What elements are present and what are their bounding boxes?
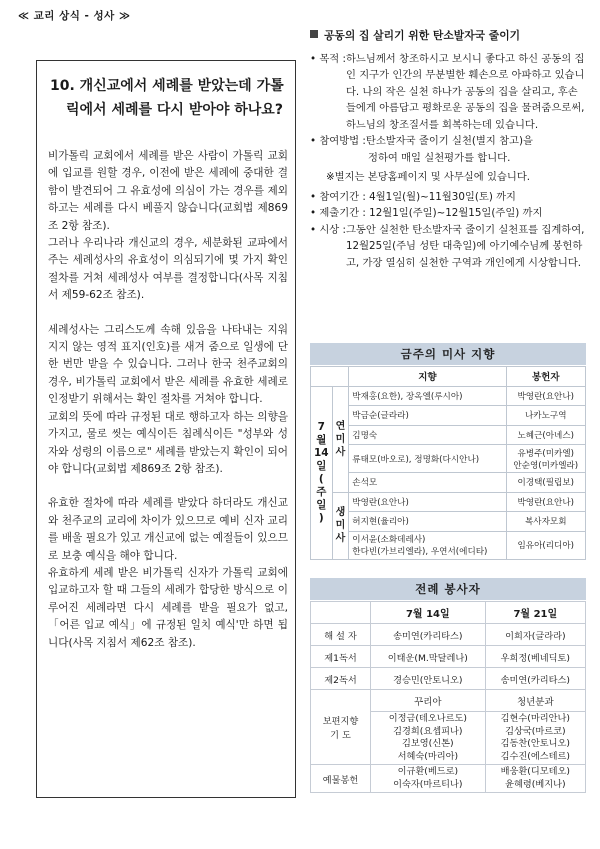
role-label: 제2독서 bbox=[311, 668, 371, 690]
offerer-cell: 유병주(미카엘) 안순영(미카엘라) bbox=[506, 445, 585, 473]
mass-date-char: ( bbox=[318, 472, 324, 485]
offerer-cell: 복사자모회 bbox=[506, 512, 585, 532]
service-cell: 이정금(테오나르도) 김경희(요셉피나) 김보영(신톤) 서혜숙(마리아) bbox=[371, 712, 486, 765]
offerer-cell: 이경택(필립보) bbox=[506, 473, 585, 493]
mass-type-char: 생 bbox=[335, 507, 346, 518]
qa-paragraph: 교회의 뜻에 따라 규정된 대로 행하고자 하는 의향을 가지고, 물로 씻는 예식이든 침례식이든 "성부와 성자와 성령의 이름으로" 세례를 받았는지 확인이 되어야 합니다(교회법 제869조 2항 참조). bbox=[48, 410, 288, 475]
group-label: 청년분과 bbox=[485, 690, 585, 712]
mass-type-living bbox=[332, 492, 349, 559]
qa-title-line1: 10. 개신교에서 세례를 받았는데 가톨 bbox=[50, 78, 284, 94]
table-row bbox=[311, 668, 586, 690]
offerer-cell: 나카노구역 bbox=[506, 406, 585, 426]
liturgy-service-title: 전례 봉사자 bbox=[310, 578, 586, 600]
mass-type-char: 사 bbox=[335, 446, 346, 458]
table-row bbox=[311, 646, 586, 668]
table-row bbox=[311, 531, 586, 559]
table-row bbox=[311, 425, 586, 445]
offerer-cell: 임유아(리디아) bbox=[506, 531, 585, 559]
role-label: 해 설 자 bbox=[311, 624, 371, 646]
qa-title bbox=[50, 74, 286, 122]
mass-date-char: ) bbox=[318, 511, 324, 524]
table-row bbox=[311, 473, 586, 493]
table-header-row bbox=[311, 367, 586, 387]
liturgy-service-table bbox=[310, 601, 586, 793]
table-row bbox=[311, 386, 586, 406]
intent-cell: 이서윤(소화데레사) 한다빈(가브리엘라), 우연서(에디타) bbox=[349, 531, 506, 559]
intent-cell: 류태모(바오로), 정명화(다시안나) bbox=[349, 445, 506, 473]
intent-cell: 손석모 bbox=[349, 473, 506, 493]
service-cell: 우희정(베네딕토) bbox=[485, 646, 585, 668]
campaign-method-line2: 정하여 매일 실천평가를 합니다. bbox=[368, 151, 511, 164]
paragraph-gap bbox=[48, 305, 288, 322]
table-row bbox=[311, 492, 586, 512]
group-label: 꾸리아 bbox=[371, 690, 486, 712]
service-cell: 송미연(카리타스) bbox=[371, 624, 486, 646]
campaign-method: • 참여방법 : 탄소발자국 줄이기 실천(별지 참고)을 bbox=[310, 135, 533, 147]
intent-cell: 박영란(요안나) bbox=[349, 492, 506, 512]
col-offerer: 봉헌자 bbox=[506, 367, 585, 387]
qa-paragraph: 세례성사는 그리스도께 속해 있음을 나타내는 지워지지 않는 영적 표지(인호)를 새겨 줌으로 일생에 단 한 번만 받을 수 있습니다. 그러나 한국 천주교회의 경우, 비가톨릭 교회에서 받은 세례를 유효한 세례로 인정받기 위해서는 확인 절차를 거쳐야 합니다. bbox=[48, 323, 288, 406]
offerer-cell: 박영란(요안나) bbox=[506, 492, 585, 512]
campaign-note: ※별지는 본당홈페이지 및 사무실에 있습니다. bbox=[326, 171, 531, 183]
mass-date-char: 일 bbox=[316, 498, 327, 511]
intent-cell: 허지현(율리아) bbox=[349, 512, 506, 532]
service-cell: 이희자(글라라) bbox=[485, 624, 585, 646]
campaign-submit: • 제출기간 : 12월1일(주일)~12월15일(주일) 까지 bbox=[310, 207, 543, 219]
service-cell: 이규환(베드로) 이숙자(마르티나) bbox=[371, 765, 486, 793]
table-header-row bbox=[311, 602, 586, 624]
campaign-award: • 시상 : 그동안 실천한 탄소발자국 줄이기 실천표를 집계하여, 12월25일(주님 성탄 대축일)에 아기예수님께 봉헌하고, 가장 열심히 실천한 구역과 개인에게 시상합니다. bbox=[310, 223, 585, 269]
table-row bbox=[311, 765, 586, 793]
service-cell: 김현수(마리안나) 김상국(마르코) 김동찬(안토니오) 김수진(에스테르) bbox=[485, 712, 585, 765]
intent-cell: 김명숙 bbox=[349, 425, 506, 445]
mass-intention-table bbox=[310, 366, 586, 560]
service-cell: 송미연(카리타스) bbox=[485, 668, 585, 690]
service-cell: 배웅환(디모테오) 윤혜령(베지나) bbox=[485, 765, 585, 793]
mass-date-char: 일 bbox=[316, 459, 327, 472]
intent-cell: 박재홍(요한), 장옥엘(루시아) bbox=[349, 386, 506, 406]
campaign-section bbox=[310, 28, 585, 271]
campaign-purpose: • 목적 : 하느님께서 창조하시고 보시니 좋다고 하신 공동의 집인 지구가 인간의 무분별한 훼손으로 아파하고 있습니다. 나의 작은 실천 하나가 공동의 집을 살리고, 후손들에게 아름답고 평화로운 공동의 집을 물려줌으로써, 하느님의 창조질서를 회복하는데 있습니다. bbox=[310, 52, 585, 131]
col-date2: 7월 21일 bbox=[485, 602, 585, 624]
mass-type-dead bbox=[332, 386, 349, 492]
mass-type-char: 미 bbox=[335, 520, 346, 531]
header-empty bbox=[311, 367, 349, 387]
mass-type-char: 미 bbox=[335, 433, 346, 445]
header-empty bbox=[311, 602, 371, 624]
service-cell: 경승민(안토니오) bbox=[371, 668, 486, 690]
col-intent: 지향 bbox=[349, 367, 506, 387]
offerer-cell: 박영란(요안나) bbox=[506, 386, 585, 406]
role-label: 제1독서 bbox=[311, 646, 371, 668]
table-row bbox=[311, 445, 586, 473]
campaign-period: • 참여기간 : 4월1일(월)~11월30일(토) 까지 bbox=[310, 190, 516, 203]
offerer-cell: 노혜근(아녜스) bbox=[506, 425, 585, 445]
mass-type-char: 사 bbox=[335, 533, 346, 544]
table-row bbox=[311, 406, 586, 426]
intent-cell: 박금순(글라라) bbox=[349, 406, 506, 426]
mass-intention-title: 금주의 미사 지향 bbox=[310, 343, 586, 365]
campaign-title: 공동의 집 살리기 위한 탄소발자국 줄이기 bbox=[310, 28, 585, 45]
qa-paragraph: 비가톨릭 교회에서 세례를 받은 사람이 가톨릭 교회에 입교를 원할 경우, 이전에 받은 세례에 중대한 결함이 발견되어 그 유효성에 의심이 가는 경우를 제외하고는 세례를 다시 베풀지 않습니다(교회법 제869조 2항 참조). bbox=[48, 150, 288, 232]
mass-date-char: 주 bbox=[316, 485, 327, 498]
mass-date bbox=[311, 386, 333, 559]
paragraph-gap bbox=[48, 478, 288, 495]
qa-body bbox=[48, 148, 288, 652]
mass-date-char: 월 bbox=[316, 433, 327, 446]
table-row bbox=[311, 690, 586, 712]
qa-title-line2: 릭에서 세례를 다시 받아야 하나요? bbox=[66, 102, 283, 118]
mass-date-char: 14 bbox=[314, 446, 329, 459]
table-row bbox=[311, 512, 586, 532]
square-bullet-icon bbox=[310, 30, 318, 38]
qa-paragraph: 유효하게 세례 받은 비가톨릭 신자가 가톨릭 교회에 입교하고자 할 때 그들의 세례가 합당한 방식으로 이루어진 세례라면 다시 세례를 받을 필요가 없고, 「어른 입교 예식」에 규정된 일치 예식'만 하면 됩니다(사목 지침서 제62조 참조). bbox=[48, 566, 288, 649]
qa-paragraph: 그러나 우리나라 개신교의 경우, 세분화된 교파에서 주는 세례성사의 유효성이 의심되기에 몇 가지 확인 절차를 거쳐 세례성사 여부를 결정합니다(사목 지침서 제59-62조 참조). bbox=[48, 237, 288, 302]
role-label: 예물봉헌 bbox=[311, 765, 371, 793]
col-date1: 7월 14일 bbox=[371, 602, 486, 624]
service-cell: 이태운(M.막달레나) bbox=[371, 646, 486, 668]
table-row bbox=[311, 624, 586, 646]
mass-date-char: 7 bbox=[317, 420, 325, 433]
role-label: 보편지향 기 도 bbox=[311, 690, 371, 765]
section-header: ≪ 교리 상식 - 성사 ≫ bbox=[18, 10, 131, 22]
qa-paragraph: 유효한 절차에 따라 세례를 받았다 하더라도 개신교와 천주교의 교리에 차이가 있으므로 예비 신자 교리를 배울 필요가 있고 개신교에 없는 예절들이 있으므로 보충 예식을 해야 합니다. bbox=[48, 497, 288, 562]
mass-type-char: 연 bbox=[335, 420, 346, 432]
